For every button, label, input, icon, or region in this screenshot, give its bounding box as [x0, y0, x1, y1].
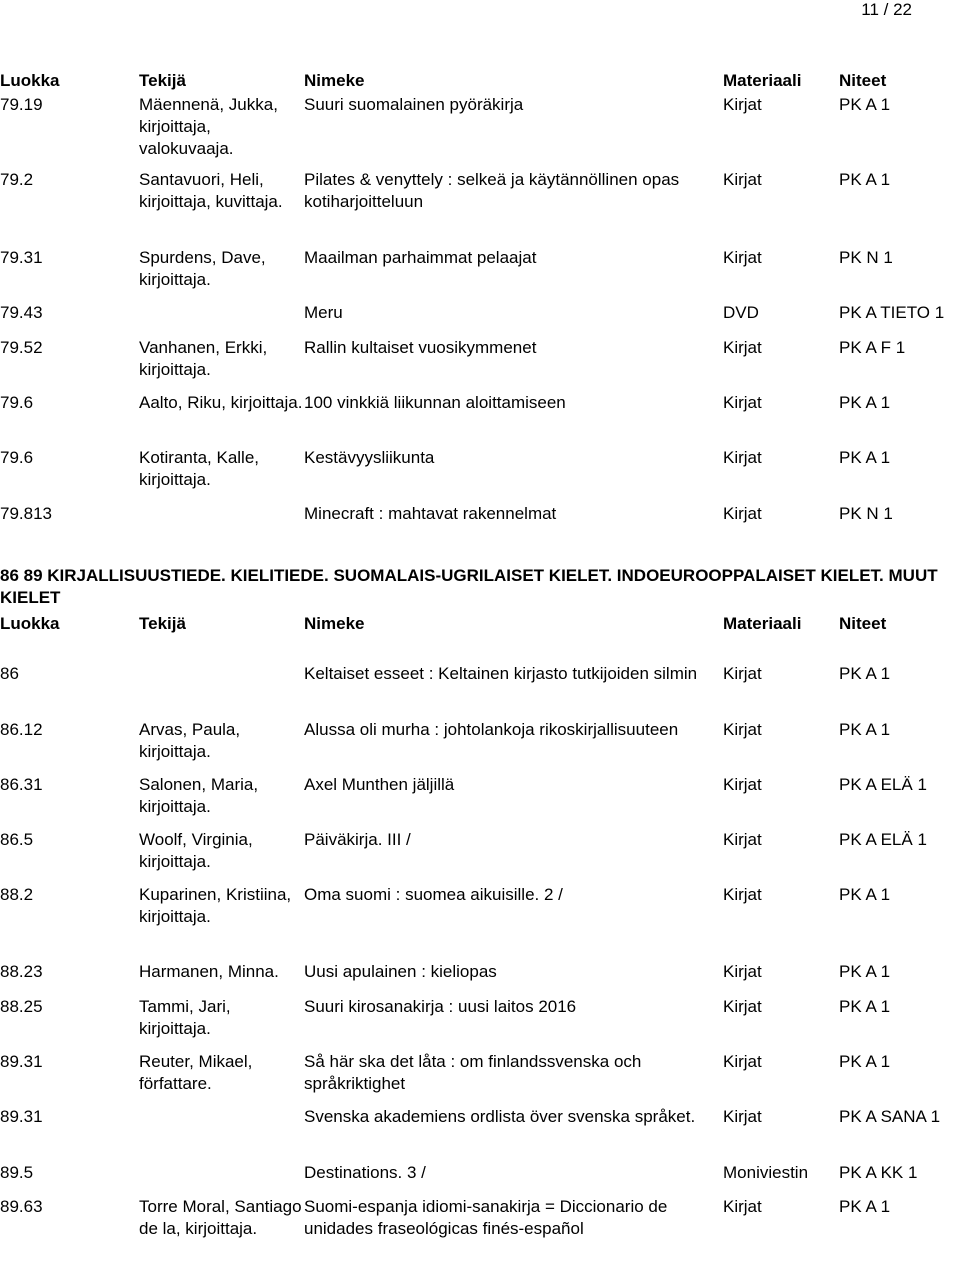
cell-nimeke: Suuri kirosanakirja : uusi laitos 2016	[304, 997, 577, 1016]
table-row	[0, 169, 960, 247]
cell-luokka: 79.19	[0, 95, 43, 114]
cell-niteet: PK A 1	[839, 997, 891, 1016]
cell-nimeke: Pilates & venyttely : selkeä ja käytännöllinen opas kotiharjoitteluun	[304, 170, 680, 211]
catalog-table-1	[0, 70, 960, 527]
cell-materiaali: Kirjat	[723, 1052, 762, 1071]
cell-luokka: 89.5	[0, 1163, 34, 1182]
table-row	[0, 447, 960, 503]
cell-materiaali: Kirjat	[723, 95, 762, 114]
cell-nimeke: Så här ska det låta : om finlandssvenska och språkriktighet	[304, 1052, 642, 1093]
cell-luokka: 86.12	[0, 720, 43, 739]
cell-tekija	[139, 503, 304, 527]
cell-nimeke: Suuri suomalainen pyöräkirja	[304, 95, 524, 114]
cell-materiaali: Kirjat	[723, 830, 762, 849]
cell-nimeke: Maailman parhaimmat pelaajat	[304, 248, 537, 267]
cell-luokka: 79.2	[0, 170, 34, 189]
cell-niteet: PK A TIETO 1	[839, 303, 945, 322]
cell-niteet: PK A ELÄ 1	[839, 775, 927, 794]
table-row	[0, 774, 960, 829]
cell-luokka: 88.25	[0, 997, 43, 1016]
cell-nimeke: Kestävyysliikunta	[304, 448, 435, 467]
header-tekija: Tekijä	[139, 71, 186, 90]
cell-luokka: 89.63	[0, 1197, 43, 1216]
cell-niteet: PK A 1	[839, 170, 891, 189]
cell-materiaali: Kirjat	[723, 504, 762, 523]
cell-tekija	[139, 663, 304, 719]
cell-niteet: PK A KK 1	[839, 1163, 918, 1182]
cell-niteet: PK A 1	[839, 95, 891, 114]
header-nimeke: Nimeke	[304, 614, 365, 633]
cell-tekija	[139, 302, 304, 337]
cell-tekija: Reuter, Mikael, författare.	[139, 1052, 253, 1093]
cell-materiaali: Kirjat	[723, 1107, 762, 1126]
cell-nimeke: Svenska akademiens ordlista över svenska språket.	[304, 1107, 696, 1126]
cell-materiaali: Kirjat	[723, 393, 762, 412]
table-row	[0, 719, 960, 774]
cell-niteet: PK A ELÄ 1	[839, 830, 927, 849]
table-row	[0, 1051, 960, 1106]
cell-materiaali: Kirjat	[723, 775, 762, 794]
cell-materiaali: DVD	[723, 303, 759, 322]
header-luokka: Luokka	[0, 71, 60, 90]
cell-niteet: PK A SANA 1	[839, 1107, 941, 1126]
table-row	[0, 247, 960, 302]
cell-tekija: Kuparinen, Kristiina, kirjoittaja.	[139, 885, 292, 926]
cell-nimeke: Rallin kultaiset vuosikymmenet	[304, 338, 537, 357]
table-row	[0, 302, 960, 337]
cell-materiaali: Kirjat	[723, 664, 762, 683]
cell-tekija: Tammi, Jari, kirjoittaja.	[139, 997, 231, 1038]
table-header-row	[0, 613, 960, 663]
cell-tekija: Woolf, Virginia, kirjoittaja.	[139, 830, 253, 871]
cell-niteet: PK A 1	[839, 1052, 891, 1071]
header-niteet: Niteet	[839, 614, 887, 633]
cell-nimeke: Suomi-espanja idiomi-sanakirja = Diccionario de unidades fraseológicas finés-español	[304, 1197, 668, 1238]
table-row	[0, 94, 960, 169]
cell-luokka: 88.23	[0, 962, 43, 981]
cell-nimeke: Keltaiset esseet : Keltainen kirjasto tutkijoiden silmin	[304, 664, 698, 683]
cell-tekija: Harmanen, Minna.	[139, 962, 279, 981]
table-row	[0, 1162, 960, 1196]
cell-niteet: PK A 1	[839, 393, 891, 412]
cell-tekija	[139, 1106, 304, 1162]
cell-materiaali: Moniviestin	[723, 1163, 809, 1182]
cell-materiaali: Kirjat	[723, 962, 762, 981]
header-materiaali: Materiaali	[723, 71, 802, 90]
cell-luokka: 86.31	[0, 775, 43, 794]
cell-nimeke: Uusi apulainen : kieliopas	[304, 962, 497, 981]
cell-tekija: Torre Moral, Santiago de la, kirjoittaja.	[139, 1197, 302, 1238]
cell-nimeke: Päiväkirja. III /	[304, 830, 411, 849]
cell-materiaali: Kirjat	[723, 248, 762, 267]
cell-niteet: PK A 1	[839, 885, 891, 904]
cell-tekija: Arvas, Paula, kirjoittaja.	[139, 720, 241, 761]
cell-luokka: 79.43	[0, 303, 43, 322]
cell-tekija	[139, 1162, 304, 1196]
table-row	[0, 1106, 960, 1162]
cell-luokka: 79.6	[0, 448, 34, 467]
table-row	[0, 829, 960, 884]
cell-niteet: PK N 1	[839, 504, 893, 523]
cell-luokka: 79.52	[0, 338, 43, 357]
cell-materiaali: Kirjat	[723, 885, 762, 904]
header-nimeke: Nimeke	[304, 71, 365, 90]
table-row	[0, 663, 960, 719]
cell-nimeke: Meru	[304, 303, 343, 322]
header-materiaali: Materiaali	[723, 614, 802, 633]
cell-tekija: Salonen, Maria, kirjoittaja.	[139, 775, 259, 816]
cell-materiaali: Kirjat	[723, 448, 762, 467]
cell-niteet: PK A 1	[839, 1197, 891, 1216]
section-heading: 86 89 KIRJALLISUUSTIEDE. KIELITIEDE. SUOMALAIS-UGRILAISET KIELET. INDOEUROOPPALAISET KIELET. MUUT KIELET	[0, 566, 938, 607]
cell-tekija: Vanhanen, Erkki, kirjoittaja.	[139, 338, 268, 379]
catalog-table-2	[0, 613, 960, 1266]
cell-tekija: Aalto, Riku, kirjoittaja.	[139, 393, 303, 412]
cell-nimeke: 100 vinkkiä liikunnan aloittamiseen	[304, 393, 566, 412]
header-luokka: Luokka	[0, 614, 60, 633]
table-row	[0, 337, 960, 392]
table-row	[0, 884, 960, 961]
table-row	[0, 996, 960, 1051]
cell-tekija: Santavuori, Heli, kirjoittaja, kuvittaja.	[139, 170, 283, 211]
cell-nimeke: Axel Munthen jäljillä	[304, 775, 455, 794]
cell-luokka: 79.6	[0, 393, 34, 412]
cell-nimeke: Destinations. 3 /	[304, 1163, 426, 1182]
cell-materiaali: Kirjat	[723, 1197, 762, 1216]
cell-luokka: 89.31	[0, 1107, 43, 1126]
cell-tekija: Kotiranta, Kalle, kirjoittaja.	[139, 448, 260, 489]
cell-luokka: 88.2	[0, 885, 34, 904]
table-row	[0, 392, 960, 447]
header-tekija: Tekijä	[139, 614, 186, 633]
cell-niteet: PK N 1	[839, 248, 893, 267]
cell-tekija: Mäennenä, Jukka, kirjoittaja, valokuvaaja.	[139, 95, 278, 158]
cell-nimeke: Oma suomi : suomea aikuisille. 2 /	[304, 885, 563, 904]
table-row	[0, 961, 960, 996]
cell-luokka: 79.31	[0, 248, 43, 267]
cell-luokka: 79.813	[0, 504, 52, 523]
cell-niteet: PK A 1	[839, 664, 891, 683]
cell-luokka: 89.31	[0, 1052, 43, 1071]
cell-niteet: PK A 1	[839, 448, 891, 467]
cell-nimeke: Alussa oli murha : johtolankoja rikoskirjallisuuteen	[304, 720, 679, 739]
table-header-row	[0, 70, 960, 94]
cell-luokka: 86	[0, 664, 19, 683]
page-number: 11 / 22	[861, 0, 912, 19]
cell-niteet: PK A 1	[839, 962, 891, 981]
header-niteet: Niteet	[839, 71, 887, 90]
cell-niteet: PK A F 1	[839, 338, 906, 357]
cell-tekija: Spurdens, Dave, kirjoittaja.	[139, 248, 266, 289]
cell-materiaali: Kirjat	[723, 338, 762, 357]
cell-niteet: PK A 1	[839, 720, 891, 739]
table-row	[0, 503, 960, 527]
cell-luokka: 86.5	[0, 830, 34, 849]
cell-materiaali: Kirjat	[723, 720, 762, 739]
table-row	[0, 1196, 960, 1266]
cell-materiaali: Kirjat	[723, 170, 762, 189]
cell-materiaali: Kirjat	[723, 997, 762, 1016]
cell-nimeke: Minecraft : mahtavat rakennelmat	[304, 504, 557, 523]
